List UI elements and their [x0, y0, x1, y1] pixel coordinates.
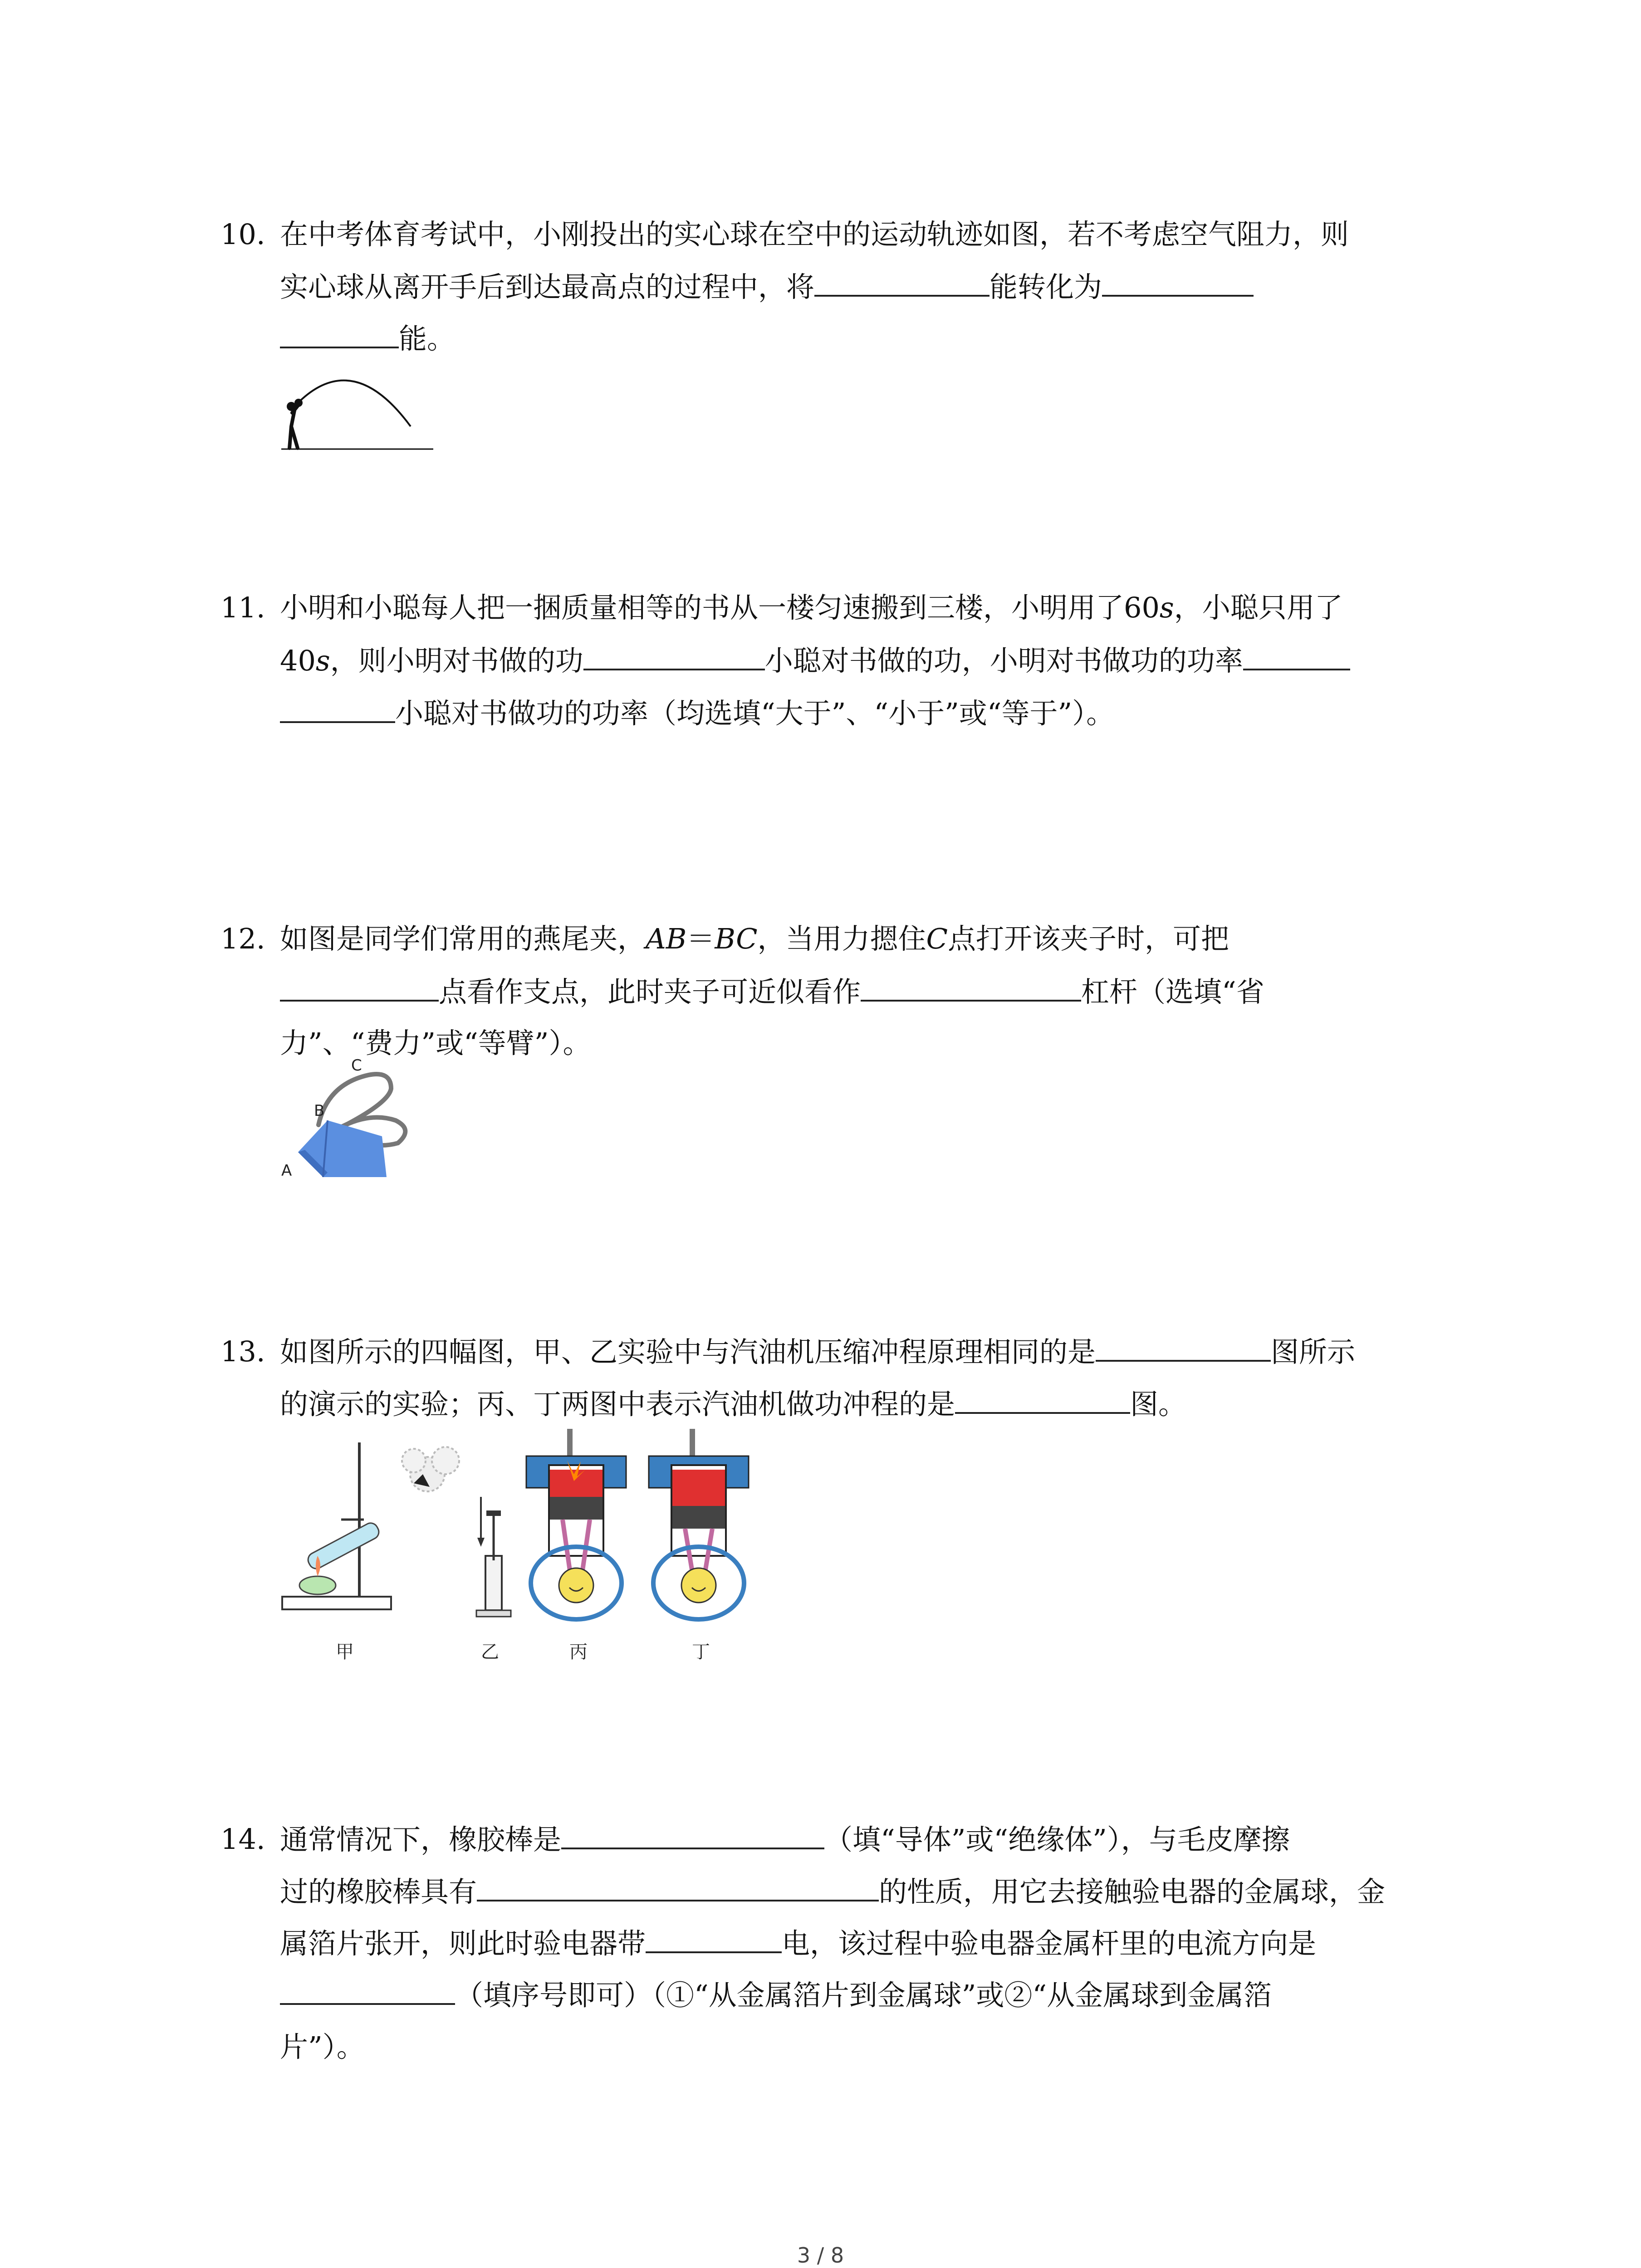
question-number: 13.: [220, 1335, 265, 1368]
answer-blank[interactable]: [1243, 642, 1350, 670]
question-text: 力”、“费力”或“等臂”）。: [280, 1026, 591, 1060]
label-c: C: [351, 1057, 362, 1075]
question-text: 能。: [280, 320, 455, 357]
answer-blank[interactable]: [280, 1977, 455, 2005]
question-number: 11.: [220, 591, 265, 624]
question-text: 如图是同学们常用的燕尾夹，AB＝BC，当用力摁住C点打开该夹子时，可把: [280, 922, 1230, 955]
page-number: 3 / 8: [797, 2243, 844, 2268]
engine-stroke-figure-ding: [640, 1429, 758, 1624]
answer-blank[interactable]: [1102, 269, 1254, 297]
question-text: 属箔片张开，则此时验电器带 电，该过程中验电器金属杆里的电流方向是: [280, 1925, 1316, 1962]
question-text: 片”）。: [280, 2030, 365, 2063]
figure-caption-bing: 丙: [569, 1642, 588, 1662]
answer-blank[interactable]: [280, 973, 439, 1002]
figure-caption-ding: 丁: [692, 1642, 710, 1662]
answer-blank[interactable]: [280, 695, 395, 723]
label-a: A: [281, 1162, 292, 1180]
question-text: 小明和小聪每人把一捆质量相等的书从一楼匀速搬到三楼，小明用了60s，小聪只用了: [280, 591, 1343, 624]
air-compression-figure: [472, 1488, 517, 1624]
question-text: 实心球从离开手后到达最高点的过程中，将 能转化为: [280, 269, 1254, 305]
binder-clip-figure: [278, 1057, 436, 1184]
question-number: 10.: [220, 218, 265, 251]
answer-blank[interactable]: [861, 973, 1081, 1002]
answer-blank[interactable]: [955, 1386, 1130, 1414]
answer-blank[interactable]: [477, 1873, 879, 1901]
question-number: 12.: [220, 922, 265, 955]
question-text: 通常情况下，橡胶棒是 （填“导体”或“绝缘体”），与毛皮摩擦: [280, 1821, 1290, 1858]
question-text: 40s，则小明对书做的功 小聪对书做的功，小明对书做功的功率: [280, 642, 1350, 679]
question-number: 14.: [220, 1823, 265, 1856]
engine-stroke-figure-bing: [517, 1429, 635, 1624]
test-tube-heating-figure: [278, 1433, 468, 1624]
answer-blank[interactable]: [280, 320, 399, 348]
answer-blank[interactable]: [583, 642, 765, 670]
question-text: 小聪对书做功的功率（均选填“大于”、“小于”或“等于”）。: [280, 695, 1114, 732]
answer-blank[interactable]: [646, 1925, 782, 1953]
question-text: 如图所示的四幅图，甲、乙实验中与汽油机压缩冲程原理相同的是 图所示: [280, 1334, 1355, 1370]
answer-blank[interactable]: [1096, 1334, 1271, 1362]
label-b: B: [314, 1102, 325, 1120]
figure-caption-jia: 甲: [336, 1642, 354, 1662]
question-text: 在中考体育考试中，小刚投出的实心球在空中的运动轨迹如图，若不考虑空气阻力，则: [280, 218, 1349, 251]
question-text: （填序号即可）（①“从金属箔片到金属球”或②“从金属球到金属箔: [280, 1977, 1272, 2014]
question-text: 过的橡胶棒具有 的性质，用它去接触验电器的金属球，金: [280, 1873, 1385, 1910]
question-text: 的演示的实验；丙、丁两图中表示汽油机做功冲程的是 图。: [280, 1386, 1186, 1422]
question-text: 点看作支点，此时夹子可近似看作 杠杆（选填“省: [280, 973, 1264, 1010]
answer-blank[interactable]: [814, 269, 989, 297]
answer-blank[interactable]: [561, 1821, 824, 1849]
shot-put-trajectory-figure: [281, 367, 436, 454]
figure-caption-yi: 乙: [481, 1642, 499, 1662]
